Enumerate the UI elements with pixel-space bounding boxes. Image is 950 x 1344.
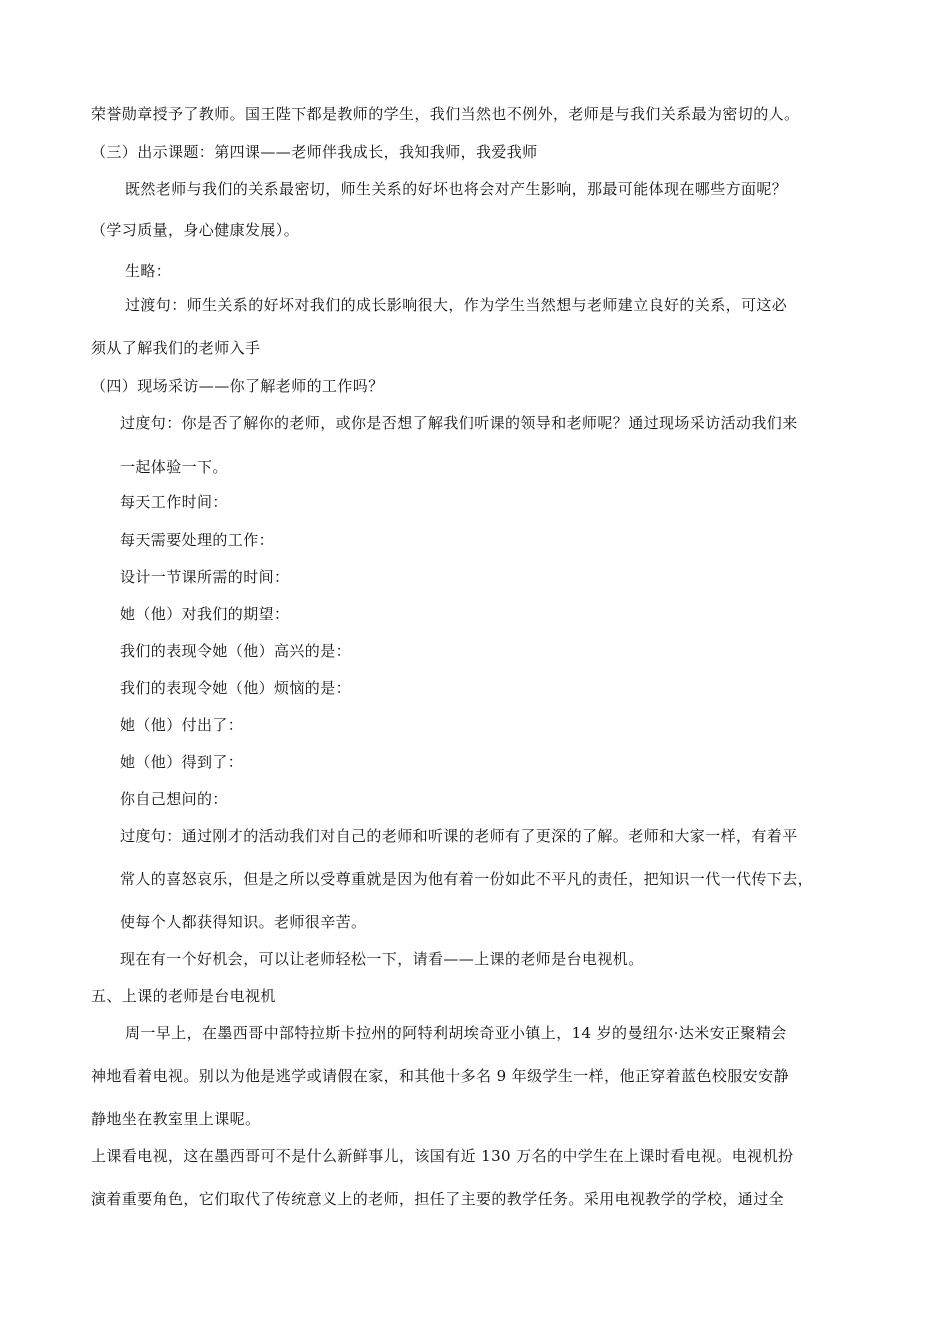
list-item: 你自己想问的： [120,790,228,808]
paragraph-line: 静地坐在教室里上课呢。 [91,1110,261,1128]
list-item: 我们的表现令她（他）烦恼的是： [120,679,352,697]
section-heading: （四）现场采访——你了解老师的工作吗？ [91,377,384,395]
list-item: 每天需要处理的工作： [120,531,275,549]
paragraph-line: 过度句：你是否了解你的老师，或你是否想了解我们听课的领导和老师呢？通过现场采访活动我们来 [120,414,798,432]
paragraph-line: 周一早上，在墨西哥中部特拉斯卡拉州的阿特利胡埃奇亚小镇上，14 岁的曼纽尔·达米安正聚精会 [125,1024,787,1042]
list-item: 每天工作时间： [120,493,228,511]
list-item: 她（他）付出了： [120,716,244,734]
paragraph-line: 过度句：通过刚才的活动我们对自己的老师和听课的老师有了更深的了解。老师和大家一样，有着平 [120,827,798,845]
section-heading: 五、上课的老师是台电视机 [91,987,276,1005]
list-item: 设计一节课所需的时间： [120,568,290,586]
paragraph-line: 上课看电视，这在墨西哥可不是什么新鲜事儿，该国有近 130 万名的中学生在上课时看电视。电视机扮 [91,1147,794,1165]
paragraph-line: 现在有一个好机会，可以让老师轻松一下，请看——上课的老师是台电视机。 [120,950,644,968]
paragraph-line: 过渡句：师生关系的好坏对我们的成长影响很大，作为学生当然想与老师建立良好的关系，可这必 [125,296,788,314]
paragraph-line: 须从了解我们的老师入手 [91,339,261,357]
paragraph-line: 使每个人都获得知识。老师很辛苦。 [120,913,367,931]
paragraph-line: （学习质量，身心健康发展）。 [91,221,300,239]
list-item: 我们的表现令她（他）高兴的是： [120,642,352,660]
list-item: 她（他）对我们的期望： [120,605,290,623]
paragraph-line: 一起体验一下。 [120,458,228,476]
paragraph-line: 荣誉勋章授予了教师。国王陛下都是教师的学生，我们当然也不例外，老师是与我们关系最为密切的人。 [91,105,800,123]
section-heading: （三）出示课题：第四课——老师伴我成长，我知我师，我爱我师 [91,143,538,161]
paragraph-line: 生略： [125,262,172,280]
paragraph-line: 演着重要角色，它们取代了传统意义上的老师，担任了主要的教学任务。采用电视教学的学校，通过全 [91,1190,785,1208]
list-item: 她（他）得到了： [120,753,244,771]
paragraph-line: 常人的喜怒哀乐，但是之所以受尊重就是因为他有着一份如此不平凡的责任，把知识一代一代传下去， [120,870,814,888]
paragraph-line: 神地看着电视。别以为他是逃学或请假在家，和其他十多名 9 年级学生一样，他正穿着蓝色校服安安静 [91,1067,789,1085]
paragraph-line: 既然老师与我们的关系最密切，师生关系的好坏也将会对产生影响，那最可能体现在哪些方面呢？ [125,180,788,198]
